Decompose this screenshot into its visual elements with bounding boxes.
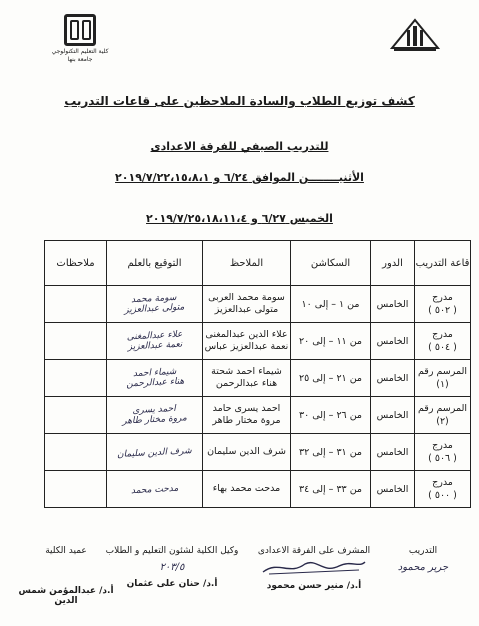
cell-notes <box>45 323 107 360</box>
cell-signature <box>107 360 203 397</box>
cell-observer: علاء الدين عبدالمغنى نعمة عبدالعزيز عباس <box>203 323 291 360</box>
vice-dean-signature: ٢٠٣/٥ <box>159 562 185 573</box>
cell-floor: الخامس <box>371 397 415 434</box>
college-emblem-icon <box>64 14 96 46</box>
cell-observer: احمد يسرى حامد مروة مختار طاهر <box>203 397 291 434</box>
supervisor-name: أ.د/ منير حسن محمود <box>266 581 362 591</box>
table-row <box>45 323 471 360</box>
college-logo-caption: كلية التعليم التكنولوجي جامعة بنها <box>51 48 109 63</box>
cell-observer: شيماء احمد شحتة هناء عبدالرحمن <box>203 360 291 397</box>
cell-signature <box>107 471 203 508</box>
cell-hall: مدرج ( ٥٠٢ ) <box>415 286 471 323</box>
university-emblem-icon <box>390 18 440 54</box>
cell-signature <box>107 286 203 323</box>
table-row <box>45 286 471 323</box>
header-sections: السكاشن <box>291 241 371 286</box>
cell-floor: الخامس <box>371 434 415 471</box>
college-logo <box>48 14 112 64</box>
handwritten-signature: شرف الدين سليمان <box>116 445 193 460</box>
header-observer: الملاحظ <box>203 241 291 286</box>
training-role: التدريب <box>408 546 438 556</box>
cell-signature <box>107 434 203 471</box>
cell-signature <box>107 397 203 434</box>
cell-observer: شرف الدين سليمان <box>203 434 291 471</box>
handwritten-signature: مدحت محمد <box>130 483 179 496</box>
header-signature: التوقيع بالعلم <box>107 241 203 286</box>
cell-sections: من ٢٦ – إلى ٣٠ <box>291 397 371 434</box>
footer-training <box>393 546 453 579</box>
university-logo <box>389 18 441 54</box>
table-row <box>45 434 471 471</box>
table-row <box>45 397 471 434</box>
cell-hall: المرسم رقم (٢) <box>415 397 471 434</box>
header-notes: ملاحظات <box>45 241 107 286</box>
supervisor-role: المشرف على الفرقة الاعدادى <box>257 546 371 556</box>
cell-floor: الخامس <box>371 360 415 397</box>
cell-sections: من ١ – إلى ١٠ <box>291 286 371 323</box>
cell-observer: مدحت محمد بهاء <box>203 471 291 508</box>
cell-notes <box>45 434 107 471</box>
cell-notes <box>45 397 107 434</box>
cell-sections: من ٣١ – إلى ٣٢ <box>291 434 371 471</box>
cell-notes <box>45 360 107 397</box>
header-hall: قاعة التدريب <box>415 241 471 286</box>
cell-sections: من ١١ – إلى ٢٠ <box>291 323 371 360</box>
table-row <box>45 471 471 508</box>
table-header-row <box>45 241 471 286</box>
program-title: للتدريب الصيفي للفرقة الاعدادى <box>150 140 329 153</box>
vice-dean-role: وكيل الكلية لشئون التعليم و الطلاب <box>105 546 239 556</box>
cell-hall: مدرج ( ٥٠٠ ) <box>415 471 471 508</box>
handwritten-signature: احمد يسرى مروة مختار طاهر <box>122 403 188 427</box>
cell-observer: سومة محمد العربى متولى عبدالعزيز <box>203 286 291 323</box>
dean-role: عميد الكلية <box>45 546 87 556</box>
cell-notes <box>45 286 107 323</box>
vice-dean-name: أ.د/ حنان على عثمان <box>126 579 218 589</box>
handwritten-signature: شيماء احمد هناء عبدالرحمن <box>125 366 184 390</box>
cell-hall: مدرج ( ٥٠٤ ) <box>415 323 471 360</box>
handwritten-signature: علاء عبدالمغنى نعمة عبدالعزيز <box>126 329 183 353</box>
cell-hall: مدرج ( ٥٠٦ ) <box>415 434 471 471</box>
monday-dates: الأثنيــــــــن الموافق ٦/٢٤ و ٢٠١٩/٧/٢٢،١٥،٨،١ <box>115 171 364 184</box>
handwritten-signature: سومة محمد متولى عبدالعزيز <box>124 292 186 316</box>
document-title: كشف توزيع الطلاب والسادة الملاحظين على قاعات التدريب <box>64 94 415 108</box>
cell-floor: الخامس <box>371 323 415 360</box>
supervisor-signature-icon <box>259 556 369 578</box>
cell-notes <box>45 471 107 508</box>
table-row <box>45 360 471 397</box>
cell-floor: الخامس <box>371 471 415 508</box>
distribution-table <box>44 240 471 508</box>
footer-supervisor <box>249 546 379 591</box>
cell-floor: الخامس <box>371 286 415 323</box>
header-floor: الدور <box>371 241 415 286</box>
footer-dean <box>6 546 126 606</box>
training-signature: جرير محمود <box>397 562 449 573</box>
cell-sections: من ٣٣ – إلى ٣٤ <box>291 471 371 508</box>
thursday-dates: الخميس ٦/٢٧ و ٢٠١٩/٧/٢٥،١٨،١١،٤ <box>146 212 333 225</box>
cell-signature <box>107 323 203 360</box>
cell-sections: من ٢١ – إلى ٢٥ <box>291 360 371 397</box>
cell-hall: المرسم رقم (١) <box>415 360 471 397</box>
dean-name: أ.د/ عبدالمؤمن شمس الدين <box>18 586 114 606</box>
